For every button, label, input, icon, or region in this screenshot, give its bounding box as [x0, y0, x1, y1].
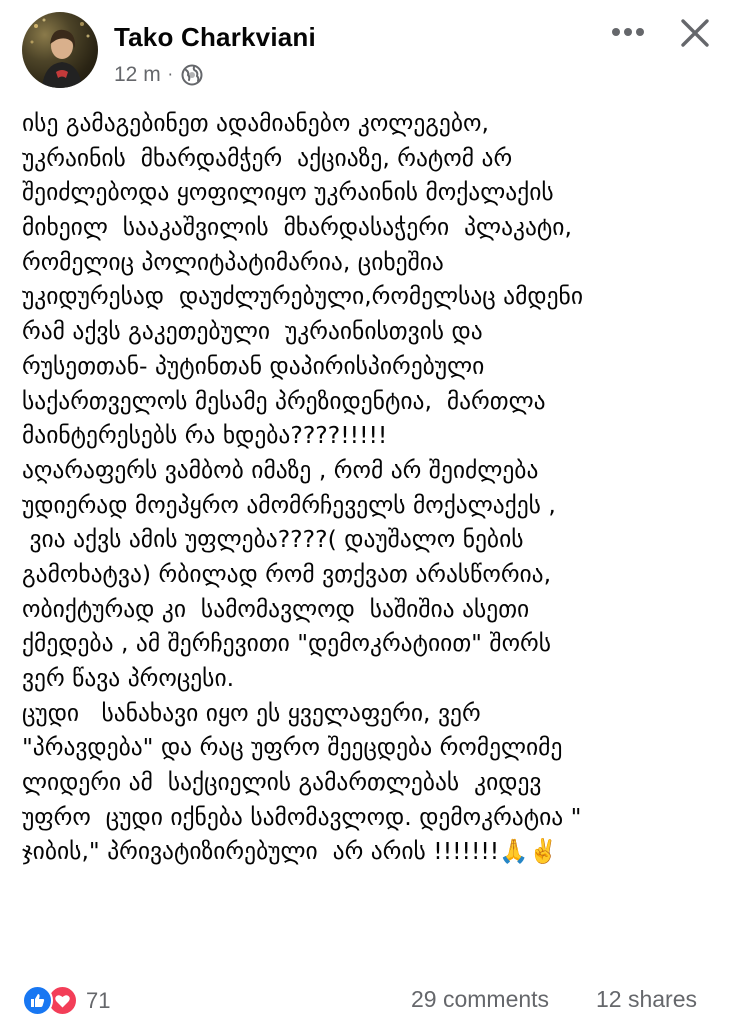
post-line: საქართველოს მესამე პრეზიდენტია, მართლა — [22, 386, 546, 415]
post-line: უფრო ცუდი იქნება სამომავლოდ. დემოკრატია " — [22, 802, 582, 831]
shares-count-link[interactable]: 12 shares — [596, 986, 698, 1012]
post-line: რუსეთთან- პუტინთან დაპირისპირებული — [22, 351, 485, 380]
post-line: მიხეილ სააკაშვილის მხარდასაჭერი პლაკატი, — [22, 213, 572, 242]
post-line: ლიდერი ამ საქციელის გამართლებას კიდევ — [22, 768, 542, 797]
post-line: მაინტერესებს რა ხდება????!!!!! — [22, 421, 388, 450]
post-line: გამოხატვა) რბილად რომ ვთქვათ არასწორია, — [22, 559, 552, 588]
reactions-summary[interactable] — [22, 985, 110, 1016]
post-meta — [114, 62, 203, 88]
post-line: უკიდურესად დაუძლურებული,რომელსაც ამდენი — [22, 282, 583, 311]
reaction-count: 71 — [86, 987, 111, 1013]
post-footer — [0, 980, 734, 1020]
post-header — [0, 0, 734, 100]
close-button[interactable] — [674, 12, 716, 54]
post-line: უდიერად მოეპყრო ამომრჩეველს მოქალაქეს , — [22, 490, 556, 519]
post-line: ქმედება , ამ შერჩევითი "დემოკრატიით" შორს — [22, 629, 552, 658]
comments-count-link[interactable]: 29 comments — [411, 986, 550, 1012]
post-line: ჯიბის," პრივატიზირებული არ არის !!!!!!!🙏✌️ — [22, 837, 558, 866]
avatar-image — [22, 12, 98, 88]
post-line: ცუდი სანახავი იყო ეს ყველაფერი, ვერ — [22, 698, 481, 727]
post-line: აღარაფერს ვამბობ იმაზე , რომ არ შეიძლება — [22, 455, 539, 484]
post-body — [22, 106, 722, 869]
post-line: "პრავდება" და რაც უფრო შეეცდება რომელიმე — [22, 733, 563, 762]
post-line: ვერ წავა პროცესი. — [22, 664, 235, 692]
post-line: რამ აქვს გაკეთებული უკრაინისთვის და — [22, 317, 483, 346]
author-name[interactable]: Tako Charkviani — [114, 22, 316, 52]
post-line: შეიძლებოდა ყოფილიყო უკრაინის მოქალაქის — [22, 178, 554, 207]
globe-icon — [181, 64, 203, 86]
post-line: ობიქტურად კი სამომავლოდ საშიშია ასეთი — [22, 594, 530, 623]
post-line: ისე გამაგებინეთ ადამიანებო კოლეგებო, — [22, 109, 489, 137]
avatar[interactable] — [22, 12, 98, 88]
post-line: უკრაინის მხარდამჭერ აქციაზე, რატომ არ — [22, 143, 513, 172]
post-line: რომელიც პოლიტპატიმარია, ციხეშია — [22, 247, 444, 276]
post-time[interactable]: 12 m — [114, 63, 161, 86]
post-line: ვია აქვს ამის უფლება????( დაუშალო ნების — [22, 525, 524, 554]
like-reaction-icon — [22, 985, 53, 1016]
close-icon — [679, 17, 711, 49]
more-options-button[interactable] — [608, 18, 648, 46]
more-icon — [611, 27, 645, 37]
meta-separator: · — [167, 65, 173, 84]
